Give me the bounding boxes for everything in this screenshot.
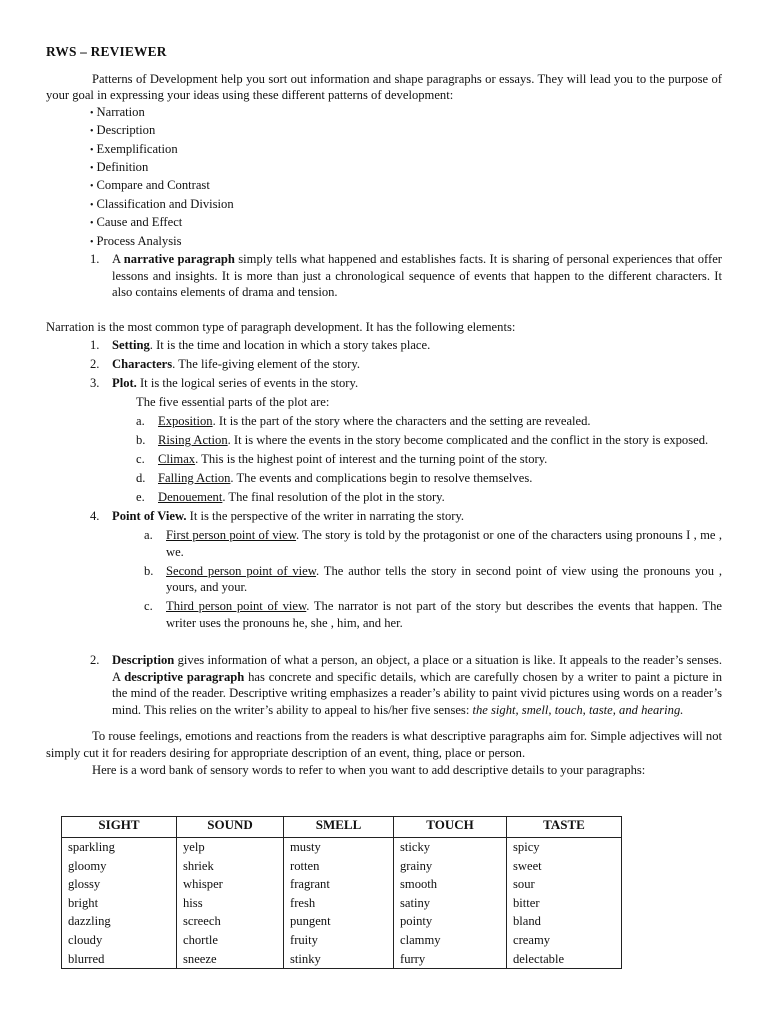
word: grainy: [400, 858, 433, 873]
plot-part: [136, 489, 722, 506]
word: hiss: [183, 895, 203, 910]
word: fruity: [290, 932, 318, 947]
bold-term: Plot.: [112, 376, 137, 391]
underlined-term: Falling Action: [158, 471, 231, 486]
table-cell: [507, 838, 622, 969]
text-run: has concrete and specific details, which are carefully chosen by a writer to paint a picture in the mind of the reader. Descriptive writing emphasizes a reader’s ability to paint vivid pictures using words on a reader’s mind. This relies on the writer’s ability to appeal to his/her five senses:: [112, 669, 722, 717]
item-number: 4.: [90, 509, 100, 524]
word-bank-intro: Here is a word bank of sensory words to refer to when you want to add descriptive details to your paragraphs:: [92, 762, 646, 777]
item-number: 2.: [90, 652, 100, 667]
pov-part: [144, 598, 722, 631]
column-header: TASTE: [507, 817, 622, 838]
text-run: . The story is told by the protagonist or one of the characters using pronouns I , me , we.: [166, 528, 722, 559]
column-header: SOUND: [177, 817, 284, 838]
plot-part: [136, 413, 722, 430]
list-item: • Narration: [90, 104, 722, 122]
list-item: • Exemplification: [90, 141, 722, 159]
column-header: SIGHT: [62, 817, 177, 838]
word: musty: [290, 840, 321, 854]
item-number: 3.: [90, 376, 100, 391]
word: sparkling: [68, 840, 115, 854]
item-letter: c.: [136, 452, 145, 467]
word: delectable: [513, 951, 565, 966]
word: satiny: [400, 895, 431, 910]
underlined-term: Rising Action: [158, 433, 228, 448]
word: rotten: [290, 858, 320, 873]
item-letter: a.: [144, 528, 153, 543]
text-run: It is the logical series of events in the story.: [136, 376, 359, 391]
list-item: • Cause and Effect: [90, 214, 722, 232]
rouse-paragraph: To rouse feelings, emotions and reactions from the readers is what descriptive paragraphs aim for. Simple adjectives will not simply cut it for readers desiring for appropriate description of an event, thing, place or person.: [46, 729, 722, 760]
word: creamy: [513, 932, 551, 947]
word: bright: [68, 895, 99, 910]
bold-term: Setting: [112, 338, 150, 353]
element-item: [46, 508, 722, 525]
item-letter: c.: [144, 599, 153, 614]
plot-part: [136, 432, 722, 449]
word: clammy: [400, 932, 441, 947]
underlined-term: Climax: [158, 452, 196, 467]
list-item: • Process Analysis: [90, 233, 722, 251]
item-text: [112, 251, 722, 301]
pov-part: [144, 527, 722, 560]
text-run: . It is the time and location in which a story takes place.: [149, 338, 431, 353]
word: screech: [183, 914, 221, 929]
word: furry: [400, 951, 426, 966]
word: spicy: [513, 840, 540, 854]
list-item: • Classification and Division: [90, 196, 722, 214]
word: bland: [513, 914, 541, 929]
list-item: • Compare and Contrast: [90, 177, 722, 195]
text-run: . It is the part of the story where the characters and the setting are revealed.: [212, 414, 591, 429]
patterns-list: [46, 104, 722, 251]
word: whisper: [183, 877, 223, 892]
underlined-term: Second person point of view: [166, 563, 317, 578]
word: pointy: [400, 914, 433, 929]
narrative-item: [46, 251, 722, 301]
word: sneeze: [183, 951, 217, 966]
item-letter: b.: [144, 563, 154, 578]
word: chortle: [183, 932, 218, 947]
word: bitter: [513, 895, 540, 910]
text-run: . The narrator is not part of the story but describes the events that happen. The writer uses the pronouns he, she , him, and her.: [166, 599, 722, 630]
item-letter: e.: [136, 490, 145, 505]
bold-term: narrative paragraph: [123, 252, 235, 267]
element-item: [46, 337, 722, 354]
word: glossy: [68, 877, 101, 892]
underlined-term: Third person point of view: [166, 599, 307, 614]
table-cell: [62, 838, 177, 969]
text-run: . The author tells the story in second point of view using the pronouns you , yours, and your.: [166, 563, 722, 595]
word: sweet: [513, 858, 542, 873]
list-item: • Definition: [90, 159, 722, 177]
table-header-row: [62, 817, 622, 838]
plot-part: [136, 470, 722, 487]
word: yelp: [183, 840, 205, 854]
word: sour: [513, 877, 535, 892]
document-title: RWS – REVIEWER: [46, 44, 167, 59]
item-letter: d.: [136, 471, 146, 486]
underlined-term: Exposition: [158, 414, 213, 429]
bold-term: Point of View.: [112, 509, 187, 524]
table-row: [62, 838, 622, 969]
column-header: TOUCH: [394, 817, 507, 838]
narration-intro: Narration is the most common type of paragraph development. It has the following elements:: [46, 319, 516, 334]
document-page: [46, 44, 722, 778]
bold-term: Description: [112, 652, 175, 667]
text-run: gives information of what a person, an object, a place or a situation is like. It appeals to the reader’s senses. A: [112, 652, 722, 684]
text-run: . The final resolution of the plot in the story.: [222, 490, 445, 505]
item-number: 2.: [90, 357, 100, 372]
word: cloudy: [68, 932, 103, 947]
text-run: . The events and complications begin to resolve themselves.: [230, 471, 533, 486]
item-number: 1.: [90, 252, 100, 267]
table-cell: [177, 838, 284, 969]
underlined-term: Denouement: [158, 490, 223, 505]
text-run: . The life-giving element of the story.: [172, 357, 360, 372]
underlined-term: First person point of view: [166, 528, 297, 543]
table-cell: [284, 838, 394, 969]
element-item: [46, 375, 722, 392]
word: smooth: [400, 877, 438, 892]
word: shriek: [183, 858, 214, 873]
description-item: [46, 652, 722, 718]
item-letter: a.: [136, 414, 145, 429]
text-run: . It is where the events in the story become complicated and the conflict in the story is exposed.: [227, 433, 709, 448]
word: blurred: [68, 951, 105, 966]
intro-paragraph: Patterns of Development help you sort out information and shape paragraphs or essays. They will lead you to the purpose of your goal in expressing your ideas using these different patterns of development:: [46, 71, 722, 103]
sensory-word-table: [61, 816, 622, 969]
italic-text: the sight, smell, touch, taste, and hearing.: [472, 702, 684, 717]
table-cell: [394, 838, 507, 969]
pov-part: [144, 563, 722, 596]
word: stinky: [290, 951, 321, 966]
plot-intro: The five essential parts of the plot are:: [136, 395, 330, 410]
word: dazzling: [68, 914, 111, 929]
text-run: simply tells what happened and establishes facts. It is sharing of personal experiences that offer lessons and insights. It is more than just a chronological sequence of events that happen to the different characters. It also contains elements of drama and tension.: [112, 252, 722, 300]
element-item: [46, 356, 722, 373]
word: fragrant: [290, 877, 330, 892]
word: pungent: [290, 914, 331, 929]
bold-term: Characters: [112, 357, 173, 372]
list-item: • Description: [90, 122, 722, 140]
item-letter: b.: [136, 433, 146, 448]
text-run: It is the perspective of the writer in narrating the story.: [186, 509, 465, 524]
plot-part: [136, 451, 722, 468]
text-run: A: [112, 252, 124, 267]
text-run: . This is the highest point of interest and the turning point of the story.: [195, 452, 548, 467]
item-number: 1.: [90, 338, 100, 353]
column-header: SMELL: [284, 817, 394, 838]
word: gloomy: [68, 858, 107, 873]
word: sticky: [400, 840, 431, 854]
word: fresh: [290, 895, 316, 910]
bold-term: descriptive paragraph: [124, 669, 245, 684]
